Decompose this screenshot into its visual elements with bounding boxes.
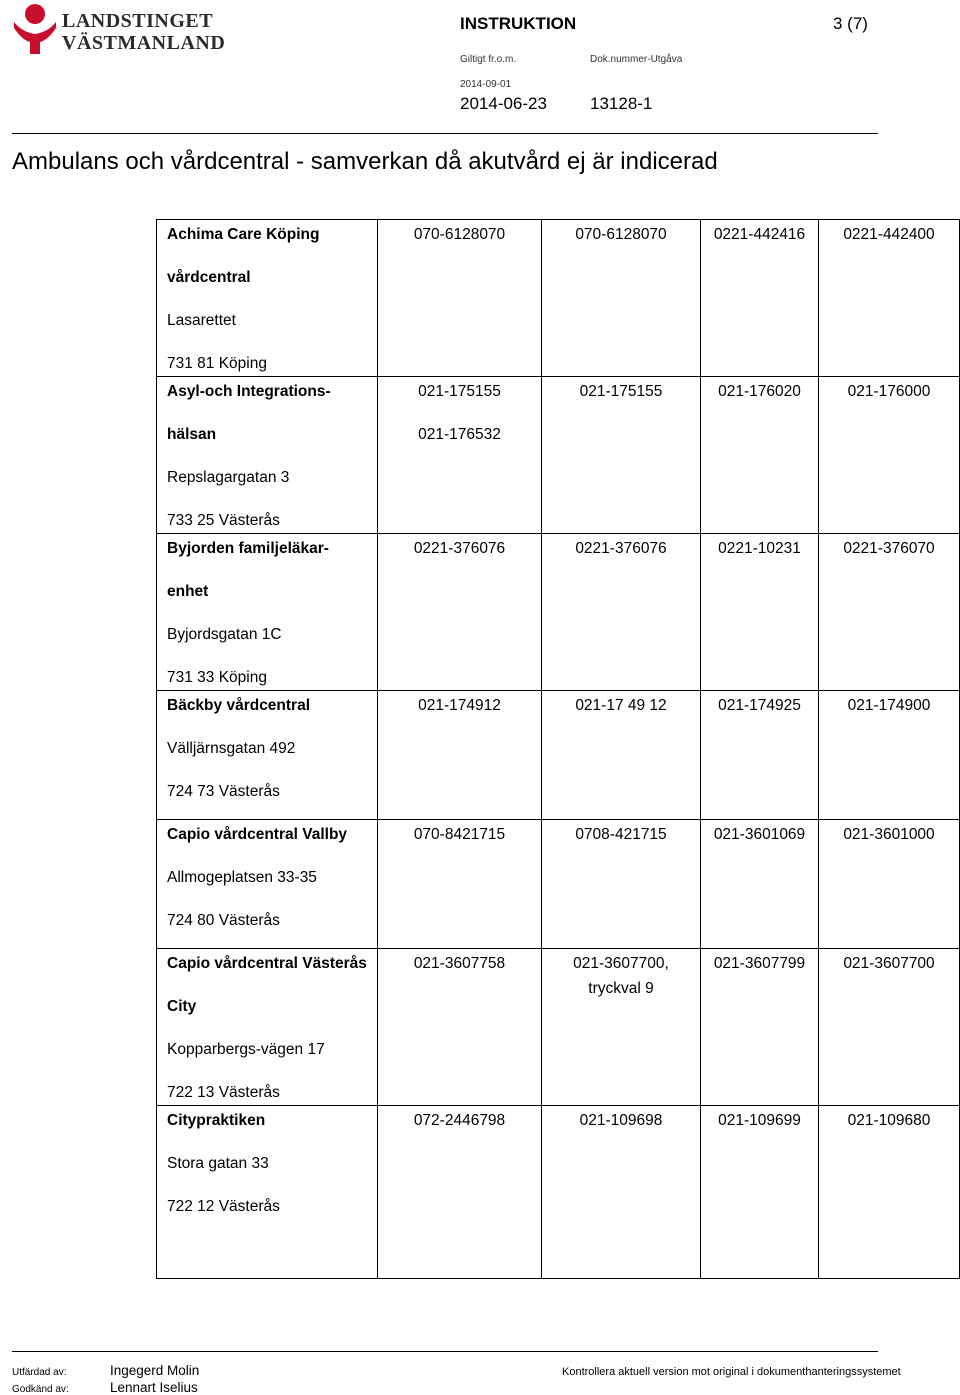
- contact-row: [157, 1106, 960, 1279]
- doc-number: 13128-1: [590, 94, 653, 113]
- valid-from-date: 2014-06-23: [460, 94, 547, 113]
- approved-by-name: Lennart Iselius: [110, 1380, 198, 1395]
- phone-number: 0221-376076: [575, 540, 667, 557]
- phone-cell-4: [819, 949, 960, 1106]
- phone-number: 021-174912: [418, 697, 501, 714]
- page-title: Ambulans och vårdcentral - samverkan då akutvård ej är indicerad: [12, 148, 718, 175]
- version-control-note: Kontrollera aktuell version mot original i dokumenthanteringssystemet: [562, 1366, 901, 1378]
- phone-cell-1: [378, 534, 542, 691]
- unit-name-line: Bäckby vårdcentral: [167, 697, 311, 714]
- contact-name-cell: [157, 220, 378, 377]
- unit-address-line: 724 73 Västerås: [167, 783, 280, 800]
- phone-cell-4: [819, 691, 960, 820]
- unit-address-line: 724 80 Västerås: [167, 912, 280, 929]
- phone-number: 021-3607700,: [573, 955, 669, 972]
- org-name-line2: VÄSTMANLAND: [62, 32, 226, 54]
- unit-name-line: City: [167, 998, 197, 1015]
- unit-address-line: 722 12 Västerås: [167, 1198, 280, 1215]
- unit-name-line: Capio vårdcentral Västerås: [167, 955, 367, 972]
- unit-address-line: 722 13 Västerås: [167, 1084, 280, 1101]
- unit-address-line: Allmogeplatsen 33-35: [167, 869, 317, 886]
- valid-from-label: Giltigt fr.o.m.: [460, 54, 517, 65]
- phone-cell-3: [701, 220, 819, 377]
- phone-cell-4: [819, 377, 960, 534]
- issued-by-name: Ingegerd Molin: [110, 1363, 200, 1378]
- unit-address-line: Välljärnsgatan 492: [167, 740, 296, 757]
- phone-number: 021-175155: [579, 383, 663, 400]
- unit-address-line: 731 33 Köping: [167, 669, 267, 686]
- phone-number: 021-109699: [718, 1112, 801, 1129]
- unit-address-line: Kopparbergs-vägen 17: [167, 1041, 325, 1058]
- contact-row: [157, 534, 960, 691]
- unit-name-line: Capio vårdcentral Vallby: [167, 826, 348, 843]
- phone-number: 021-175155: [418, 383, 501, 400]
- org-logo: [10, 2, 226, 54]
- unit-address-line: Stora gatan 33: [167, 1155, 269, 1172]
- unit-name-line: Byjorden familjeläkar-: [167, 540, 329, 557]
- phone-number: 0221-442400: [843, 226, 935, 243]
- unit-name-line: Asyl-och Integrations-: [167, 383, 331, 400]
- phone-number: 021-3607799: [713, 955, 806, 972]
- contacts-table: [156, 219, 960, 1279]
- unit-address-line: 733 25 Västerås: [167, 512, 280, 529]
- unit-name-line: enhet: [167, 583, 209, 600]
- phone-number: 070-6128070: [413, 226, 506, 243]
- contacts-table-body: [157, 220, 960, 1279]
- unit-address-line: Lasarettet: [167, 312, 236, 329]
- unit-name-line: vårdcentral: [167, 269, 251, 286]
- phone-cell-3: [701, 949, 819, 1106]
- contact-name-cell: [157, 534, 378, 691]
- phone-cell-2: [542, 949, 701, 1106]
- phone-cell-1: [378, 1106, 542, 1279]
- phone-cell-2: [542, 820, 701, 949]
- phone-cell-1: [378, 377, 542, 534]
- phone-cell-3: [701, 534, 819, 691]
- contact-name-cell: [157, 820, 378, 949]
- contact-row: [157, 691, 960, 820]
- phone-number: 0221-376070: [843, 540, 935, 557]
- contact-row: [157, 949, 960, 1106]
- phone-number: 021-176020: [718, 383, 801, 400]
- unit-name-line: Achima Care Köping: [167, 226, 320, 243]
- phone-number: 021-109680: [847, 1112, 931, 1129]
- phone-cell-4: [819, 1106, 960, 1279]
- contact-row: [157, 820, 960, 949]
- phone-number: 021-17 49 12: [575, 697, 667, 714]
- phone-cell-2: [542, 691, 701, 820]
- phone-cell-2: [542, 377, 701, 534]
- unit-name-line: Citypraktiken: [167, 1112, 266, 1129]
- phone-cell-1: [378, 691, 542, 820]
- phone-number: 021-3607700: [843, 955, 935, 972]
- unit-address-line: 731 81 Köping: [167, 355, 267, 372]
- doc-number-label: Dok.nummer-Utgåva: [590, 54, 683, 65]
- phone-number: 021-174900: [847, 697, 931, 714]
- unit-name-line: hälsan: [167, 426, 217, 443]
- phone-cell-4: [819, 820, 960, 949]
- phone-cell-1: [378, 820, 542, 949]
- phone-cell-2: [542, 220, 701, 377]
- phone-number: tryckval 9: [588, 980, 654, 997]
- phone-cell-4: [819, 220, 960, 377]
- phone-cell-3: [701, 691, 819, 820]
- phone-number: 021-3601000: [843, 826, 935, 843]
- issued-by-label: Utfärdad av:: [12, 1367, 67, 1378]
- logo-emblem-icon: [10, 2, 60, 54]
- phone-cell-1: [378, 220, 542, 377]
- phone-number: 070-6128070: [575, 226, 667, 243]
- unit-address-line: Byjordsgatan 1C: [167, 626, 282, 643]
- contact-name-cell: [157, 1106, 378, 1279]
- phone-cell-3: [701, 820, 819, 949]
- contact-name-cell: [157, 691, 378, 820]
- phone-number: 0221-376076: [413, 540, 506, 557]
- phone-number: 072-2446798: [413, 1112, 506, 1129]
- contact-row: [157, 220, 960, 377]
- page-number: 3 (7): [833, 14, 868, 33]
- header-divider: [12, 133, 878, 134]
- phone-number: 021-3607758: [413, 955, 506, 972]
- phone-cell-1: [378, 949, 542, 1106]
- phone-number: 070-8421715: [413, 826, 506, 843]
- contact-row: [157, 377, 960, 534]
- unit-address-line: Repslagargatan 3: [167, 469, 290, 486]
- org-name-line1: LANDSTINGET: [62, 10, 214, 32]
- approved-by-label: Godkänd av:: [12, 1384, 69, 1395]
- footer-divider: [12, 1351, 878, 1352]
- document-type: INSTRUKTION: [460, 14, 577, 33]
- phone-cell-4: [819, 534, 960, 691]
- valid-to-date: 2014-09-01: [460, 79, 512, 90]
- phone-cell-3: [701, 377, 819, 534]
- phone-number: 021-109698: [579, 1112, 663, 1129]
- phone-number: 0708-421715: [575, 826, 667, 843]
- contact-name-cell: [157, 377, 378, 534]
- phone-cell-2: [542, 534, 701, 691]
- phone-number: 021-3601069: [713, 826, 806, 843]
- phone-number: 0221-442416: [713, 226, 806, 243]
- phone-number: 021-176532: [418, 426, 501, 443]
- phone-number: 021-174925: [718, 697, 801, 714]
- phone-number: 0221-10231: [718, 540, 801, 557]
- phone-cell-2: [542, 1106, 701, 1279]
- contact-name-cell: [157, 949, 378, 1106]
- phone-cell-3: [701, 1106, 819, 1279]
- phone-number: 021-176000: [847, 383, 931, 400]
